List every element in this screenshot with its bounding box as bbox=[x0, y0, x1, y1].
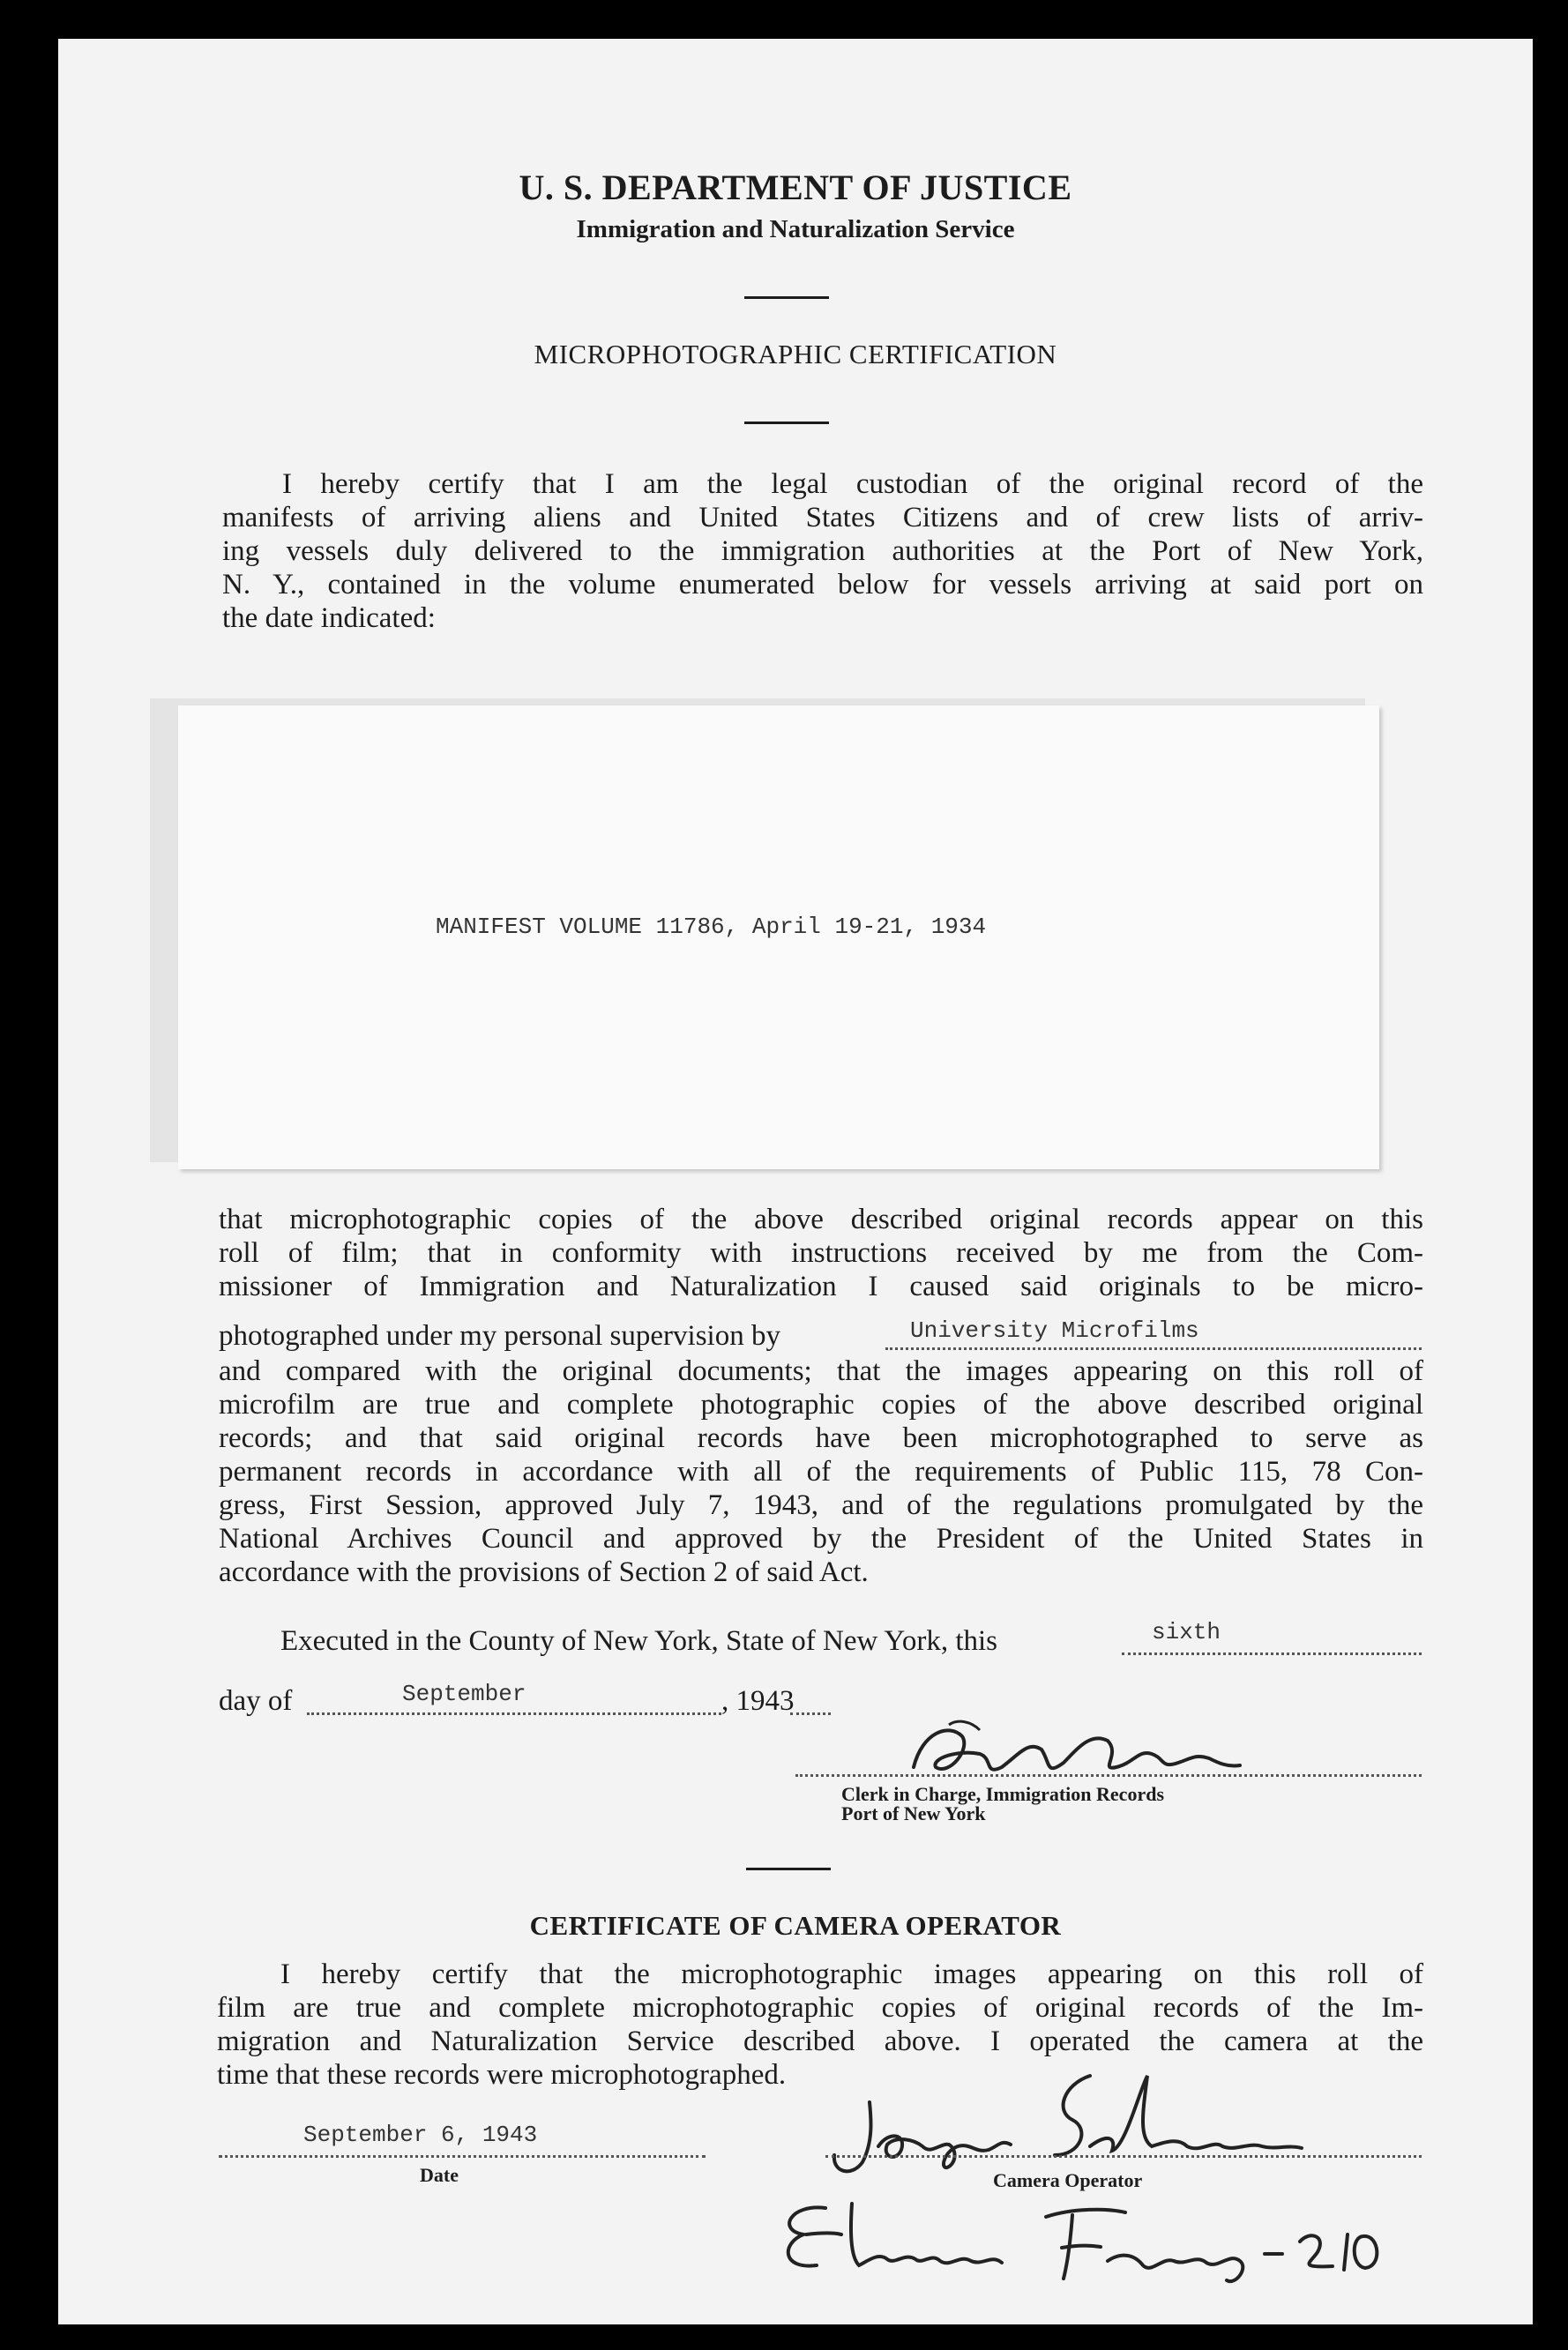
certificate-page bbox=[58, 39, 1533, 2324]
intro-paragraph bbox=[222, 467, 1423, 635]
executed-prefix: Executed in the County of New York, State of New York, this bbox=[280, 1625, 998, 1657]
text-line: National Archives Council and approved by the President of the United States in bbox=[219, 1523, 1423, 1555]
manifest-volume-slip bbox=[178, 705, 1379, 1169]
text-line: I hereby certify that the microphotographic images appearing on this roll of bbox=[280, 1958, 1423, 1990]
body-paragraph-continued bbox=[219, 1354, 1423, 1589]
divider-rule bbox=[746, 1868, 831, 1870]
operator-signature-line bbox=[825, 2155, 1422, 2158]
text-line: missioner of Immigration and Naturalization I caused said originals to be micro- bbox=[219, 1271, 1423, 1302]
camera-certificate-title: CERTIFICATE OF CAMERA OPERATOR bbox=[529, 1910, 1062, 1941]
divider-rule bbox=[744, 296, 829, 299]
clerk-signature-line bbox=[795, 1774, 1422, 1777]
text-line: the date indicated: bbox=[222, 602, 436, 634]
text-line: roll of film; that in conformity with instructions received by me from the Com- bbox=[219, 1237, 1423, 1269]
text-line: time that these records were microphotographed. bbox=[217, 2059, 787, 2091]
text-line: manifests of arriving aliens and United States Citizens and of crew lists of arriv- bbox=[222, 502, 1423, 533]
department-heading: U. S. DEPARTMENT OF JUSTICE bbox=[519, 168, 1072, 207]
operator-signature bbox=[808, 2058, 1337, 2182]
text-line: N. Y., contained in the volume enumerated below for vessels arriving at said port on bbox=[222, 569, 1423, 601]
clerk-title-line1: Clerk in Charge, Immigration Records bbox=[841, 1783, 1165, 1805]
date-label: Date bbox=[420, 2164, 459, 2186]
date-value: September 6, 1943 bbox=[303, 2122, 538, 2148]
service-subheading: Immigration and Naturalization Service bbox=[576, 215, 1015, 243]
date-dotted-line bbox=[219, 2155, 706, 2158]
clerk-signature bbox=[896, 1714, 1249, 1794]
month-value: September bbox=[402, 1681, 526, 1707]
text-line: ing vessels duly delivered to the immigration authorities at the Port of New York, bbox=[222, 535, 1423, 567]
day-dotted-line bbox=[1122, 1652, 1422, 1655]
text-line: and compared with the original documents; that the images appearing on this roll of bbox=[219, 1355, 1423, 1387]
day-value: sixth bbox=[1152, 1619, 1221, 1645]
day-of-label: day of bbox=[219, 1685, 293, 1717]
month-dotted-line bbox=[307, 1712, 721, 1715]
supervision-value: University Microfilms bbox=[910, 1317, 1199, 1344]
text-line: accordance with the provisions of Section 2 of said Act. bbox=[219, 1556, 869, 1588]
supervision-prefix: photographed under my personal supervision by bbox=[219, 1320, 780, 1352]
divider-rule bbox=[744, 422, 829, 424]
camera-operator-label: Camera Operator bbox=[993, 2169, 1143, 2191]
body-paragraph bbox=[219, 1203, 1423, 1303]
text-line: that microphotographic copies of the above described original records appear on this bbox=[219, 1204, 1423, 1235]
text-line: I hereby certify that I am the legal custodian of the original record of the bbox=[282, 468, 1423, 500]
supervision-dotted-line bbox=[885, 1347, 1422, 1350]
year-dotted-line bbox=[790, 1712, 831, 1715]
text-line: film are true and complete microphotographic copies of original records of the Im- bbox=[217, 1992, 1423, 2024]
text-line: migration and Naturalization Service described above. I operated the camera at the bbox=[217, 2025, 1423, 2057]
year-text: , 1943 bbox=[721, 1685, 795, 1717]
text-line: gress, First Session, approved July 7, 1943, and of the regulations promulgated by the bbox=[219, 1489, 1423, 1521]
handwritten-annotation bbox=[755, 2182, 1390, 2287]
text-line: records; and that said original records have been microphotographed to serve as bbox=[219, 1422, 1423, 1454]
text-line: microfilm are true and complete photographic copies of the above described original bbox=[219, 1389, 1423, 1421]
text-line: permanent records in accordance with all of the requirements of Public 115, 78 Con- bbox=[219, 1456, 1423, 1488]
clerk-title-line2: Port of New York bbox=[841, 1802, 986, 1824]
certification-title: MICROPHOTOGRAPHIC CERTIFICATION bbox=[534, 339, 1057, 369]
manifest-volume-label: MANIFEST VOLUME 11786, April 19-21, 1934 bbox=[436, 914, 987, 940]
